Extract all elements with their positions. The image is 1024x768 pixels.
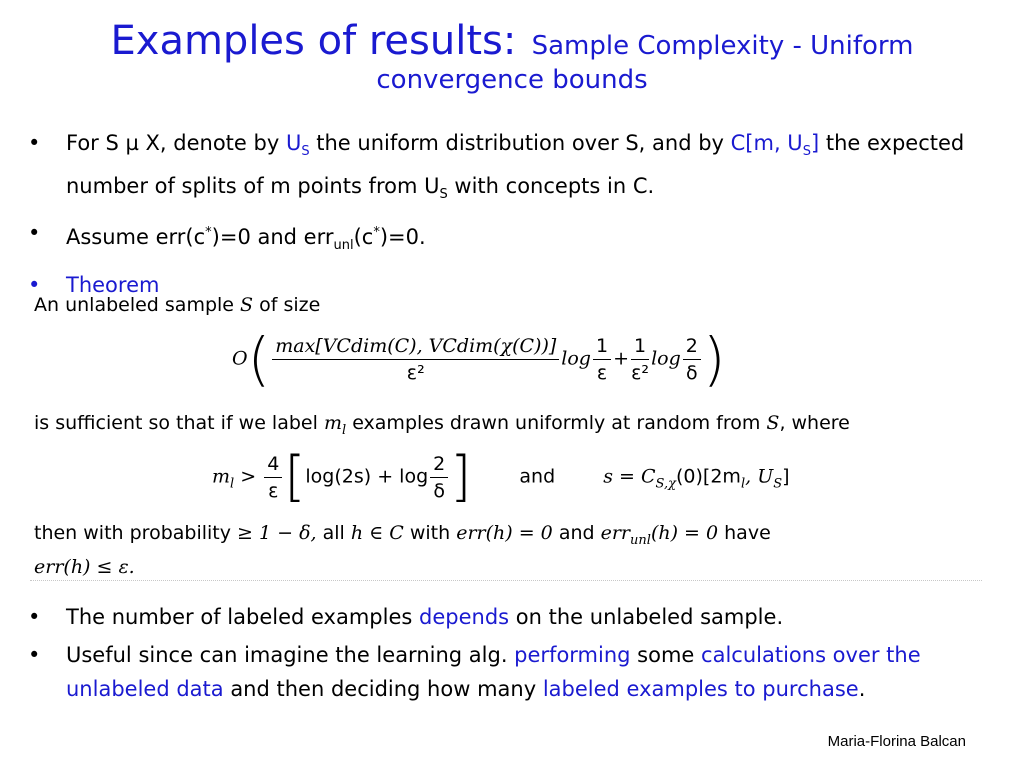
bullet-5: • Useful since can imagine the learning alg. performing some calculations over the unlabeled data and then deciding how many labeled examples to purchase. — [28, 638, 998, 706]
theorem-line-5: then with probability ≥ 1 − δ, all h ∈ C with err(h) = 0 and err$_{unl}$(h) = 0 have — [34, 522, 771, 548]
bullet-dot: • — [28, 272, 41, 297]
theorem-formula-2: $m_l$ > $\frac{4}{\varepsilon}$ [log(2s) + log $\frac{2}{\delta}$ ] and $s = C_{S,\chi}(0)[2m_l$, $U_S$] — [212, 445, 790, 508]
bullet-1: • For S µ X, denote by $U_S$ the uniform distribution over S, and by C[m, $U_S$] the expected number of splits of m points from $U_S$ with concepts in C. — [28, 126, 998, 212]
bullet-list-bottom — [28, 600, 998, 710]
theorem-line-6: err(h) ≤ ε. — [34, 556, 135, 578]
footer-author: Maria-Florina Balcan — [827, 733, 966, 750]
bullet-dot: • — [28, 643, 41, 667]
bullet-dot: • — [28, 605, 41, 629]
theorem-line-1: An unlabeled sample S of size — [34, 294, 321, 316]
bullet-dot: • — [28, 221, 41, 246]
theorem-line-3: is sufficient so that if we label $m_l$ examples drawn uniformly at random from S, where — [34, 412, 850, 438]
title-sub: Sample Complexity - Uniform — [531, 31, 914, 61]
bullet-4: • The number of labeled examples depends on the unlabeled sample. — [28, 600, 998, 634]
bullet-dot: • — [28, 131, 41, 155]
slide-title — [0, 18, 1024, 96]
bullet-list-top — [28, 126, 998, 306]
title-main: Examples of results: — [110, 18, 517, 64]
bullet-2: • Assume err(c*)=0 and err$_{unl}$(c*)=0. — [28, 216, 998, 263]
theorem-label: Theorem — [66, 272, 160, 297]
theorem-divider — [30, 580, 982, 581]
title-sub-line2: convergence bounds — [376, 65, 648, 95]
theorem-formula-1: O( $\frac{\text{max[VCdim(C), VCdim(χ(C))]}}{\text{ε²}}$ log $\frac{1}{\varepsilon}$ + $\frac{1}{\text{ε²}}$ log $\frac{2}{\delta}$ ) — [232, 325, 726, 393]
